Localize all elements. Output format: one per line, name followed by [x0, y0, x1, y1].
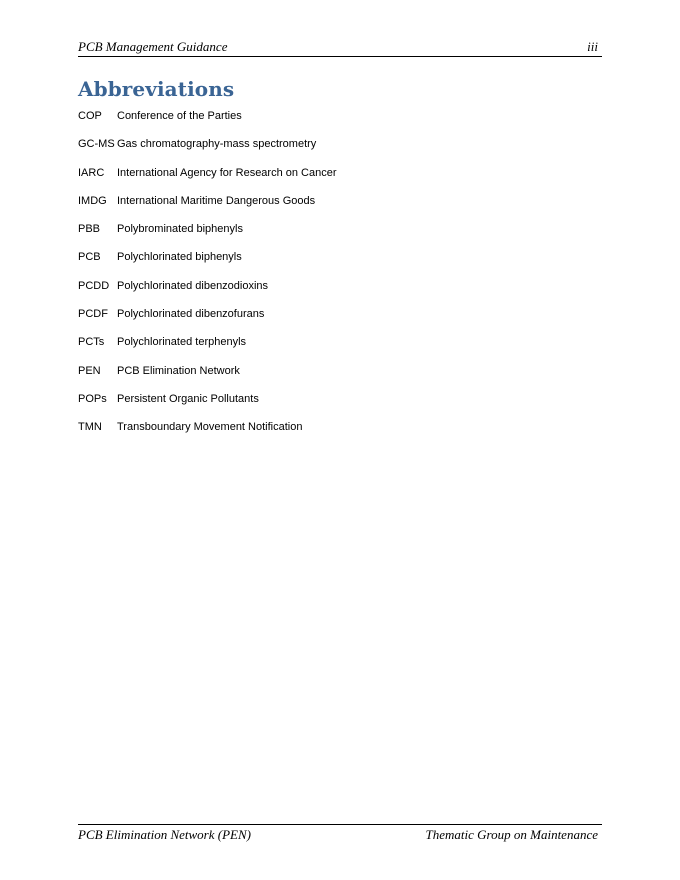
abbreviation-row	[78, 279, 598, 307]
abbreviation-term: IMDG	[78, 194, 107, 207]
abbreviation-row	[78, 420, 598, 448]
abbreviation-row	[78, 137, 598, 165]
abbreviation-definition: Polychlorinated dibenzodioxins	[117, 279, 269, 292]
abbreviation-row	[78, 109, 598, 137]
abbreviation-term: GC-MS	[78, 138, 115, 151]
abbreviation-definition: Persistent Organic Pollutants	[117, 392, 259, 405]
abbreviation-definition: International Maritime Dangerous Goods	[117, 194, 316, 207]
abbreviation-row	[78, 166, 598, 194]
abbreviation-list	[78, 109, 598, 449]
abbreviation-definition: Polychlorinated biphenyls	[117, 251, 242, 264]
abbreviation-term: PCDD	[78, 279, 110, 292]
abbreviation-row	[78, 392, 598, 420]
abbreviation-row	[78, 335, 598, 363]
footer-network-name: PCB Elimination Network (PEN)	[78, 827, 251, 842]
abbreviation-term: COP	[78, 110, 102, 122]
abbreviation-definition: Transboundary Movement Notification	[117, 421, 303, 434]
footer-group-name: Thematic Group on Maintenance	[425, 827, 598, 842]
abbreviation-term: PEN	[78, 364, 101, 377]
abbreviation-term: PCB	[78, 251, 101, 264]
abbreviation-term: PCTs	[78, 336, 105, 349]
running-header	[78, 38, 602, 57]
abbreviation-term: TMN	[78, 421, 102, 434]
header-title: PCB Management Guidance	[78, 39, 228, 54]
abbreviation-term: IARC	[78, 166, 105, 179]
abbreviation-row	[78, 250, 598, 278]
abbreviation-term: PBB	[78, 223, 101, 236]
abbreviation-term: PCDF	[78, 308, 108, 321]
abbreviation-row	[78, 194, 598, 222]
abbreviation-definition: Gas chromatography-mass spectrometry	[117, 138, 317, 151]
running-footer	[78, 824, 602, 845]
abbreviation-row	[78, 222, 598, 250]
page-number: iii	[587, 39, 598, 54]
abbreviation-definition: PCB Elimination Network	[117, 364, 240, 377]
abbreviation-term: POPs	[78, 392, 107, 405]
abbreviation-row	[78, 364, 598, 392]
abbreviation-definition: Polychlorinated dibenzofurans	[117, 308, 265, 321]
section-heading: Abbreviations	[78, 77, 235, 101]
abbreviation-definition: Polybrominated biphenyls	[117, 223, 243, 236]
abbreviation-definition: Conference of the Parties	[117, 110, 242, 122]
abbreviation-definition: International Agency for Research on Cancer	[117, 166, 337, 179]
abbreviation-definition: Polychlorinated terphenyls	[117, 336, 247, 349]
abbreviation-row	[78, 307, 598, 335]
